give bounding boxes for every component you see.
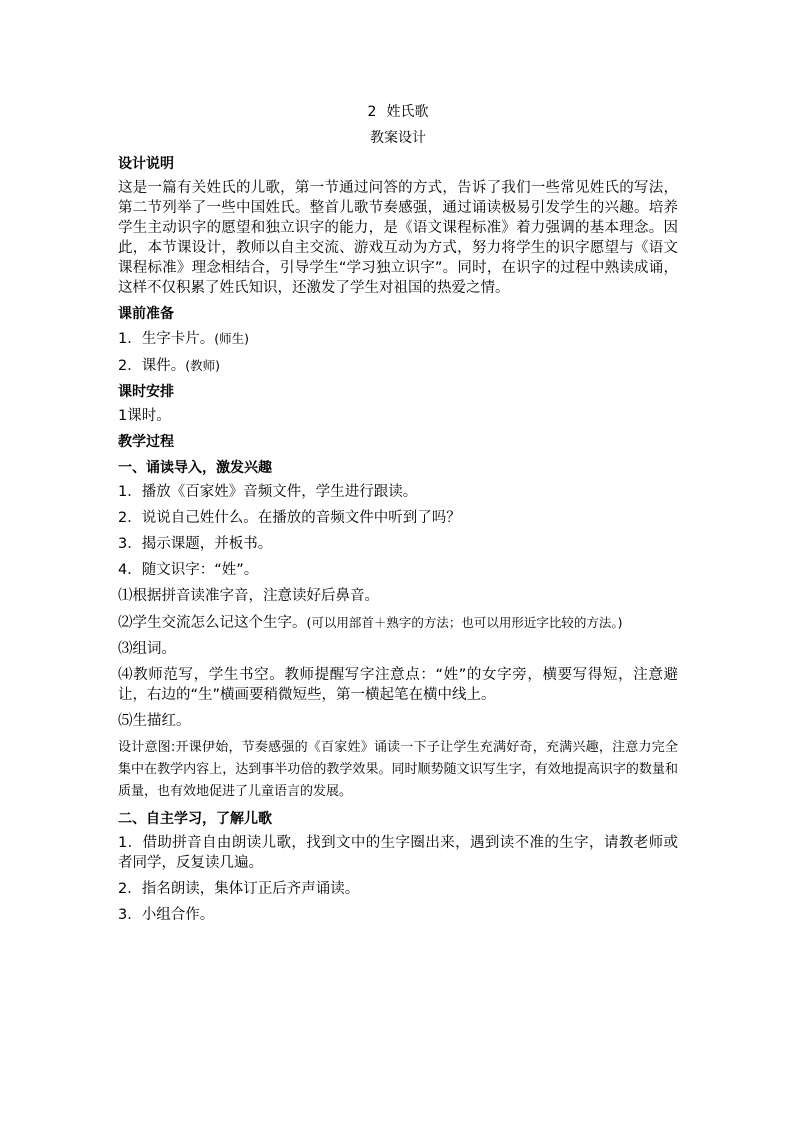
section2-heading: 二、自主学习，了解儿歌: [118, 811, 272, 827]
section1-item: 1．播放《百家姓》音频文件，学生进行跟读。: [118, 484, 418, 500]
section2-item: 3．小组合作。: [118, 907, 215, 923]
design-intent-text: 开课伊始，节奏感强的《百家姓》诵读一下子让学生充满好奇，充满兴趣，注意力完全集中在教学内容上，达到事半功倍的教学效果。同时顺势随文识写生字，有效地提高识字的数量和质量，也有效地促进了儿童语言的发展。: [118, 740, 678, 799]
section1-item: ⑸生描红。: [118, 713, 191, 729]
preparation-item-note: (教师): [185, 358, 220, 373]
section2-item: 1．借助拼音自由朗读儿歌，找到文中的生字圈出来，遇到读不准的生字，请教老师或者同学，反复读几遍。: [118, 835, 678, 871]
preparation-heading: 课前准备: [118, 306, 174, 322]
design-note-body: 这是一篇有关姓氏的儿歌，第一节通过问答的方式，告诉了我们一些常见姓氏的写法，第二节列举了一些中国姓氏。整首儿歌节奏感强，通过诵读极易引发学生的兴趣。培养学生主动识字的愿望和独立识字的能力，是《语文课程标准》着力强调的基本理念。因此，本节课设计，教师以自主交流、游戏互动为方式，努力将学生的识字愿望与《语文课程标准》理念相结合，引导学生“学习独立识字”。同时，在识字的过程中熟读成诵，这样不仅积累了姓氏知识，还激发了学生对祖国的热爱之情。: [118, 180, 678, 296]
section1-item-with-note: [118, 612, 678, 633]
preparation-item: [118, 355, 678, 376]
design-intent-label: 设计意图:: [118, 740, 176, 755]
section1-item: ⑷教师范写，学生书空。教师提醒写字注意点：“姓”的女字旁，横要写得短，注意避让，右边的“生”横画要稍微短些，第一横起笔在横中线上。: [118, 667, 678, 703]
schedule-text: 1课时。: [118, 408, 171, 424]
section2-item: 2．指名朗读，集体订正后齐声诵读。: [118, 881, 360, 897]
section1-item: ⑴根据拼音读准字音，注意读好后鼻音。: [118, 588, 379, 604]
section1-heading: 一、诵读导入，激发兴趣: [118, 460, 272, 476]
section1-item6-main: ⑵学生交流怎么记这个生字。: [118, 615, 307, 631]
section1-item: 3．揭示课题，并板书。: [118, 536, 273, 552]
preparation-item-text: 2．课件。: [118, 358, 186, 374]
process-heading: 教学过程: [118, 434, 174, 450]
lesson-title-text: 姓氏歌: [386, 104, 429, 120]
preparation-item: [118, 328, 678, 349]
section1-item: 2．说说自己姓什么。在播放的音频文件中听到了吗？: [118, 510, 461, 526]
section1-item: ⑶组词。: [118, 641, 176, 657]
design-intent: [118, 737, 678, 803]
schedule-heading: 课时安排: [118, 384, 174, 400]
preparation-item-text: 1．生字卡片。: [118, 331, 215, 347]
preparation-item-note: (师生): [214, 331, 249, 346]
document-page: [118, 96, 678, 931]
document-subtitle: 教案设计: [370, 130, 426, 146]
design-note-heading: 设计说明: [118, 156, 174, 172]
section1-item6-note: (可以用部首＋熟字的方法；也可以用形近字比较的方法。): [306, 615, 623, 630]
section1-item: 4．随文识字：“姓”。: [118, 562, 259, 578]
lesson-number: 2: [367, 104, 377, 120]
lesson-title: [118, 102, 678, 122]
